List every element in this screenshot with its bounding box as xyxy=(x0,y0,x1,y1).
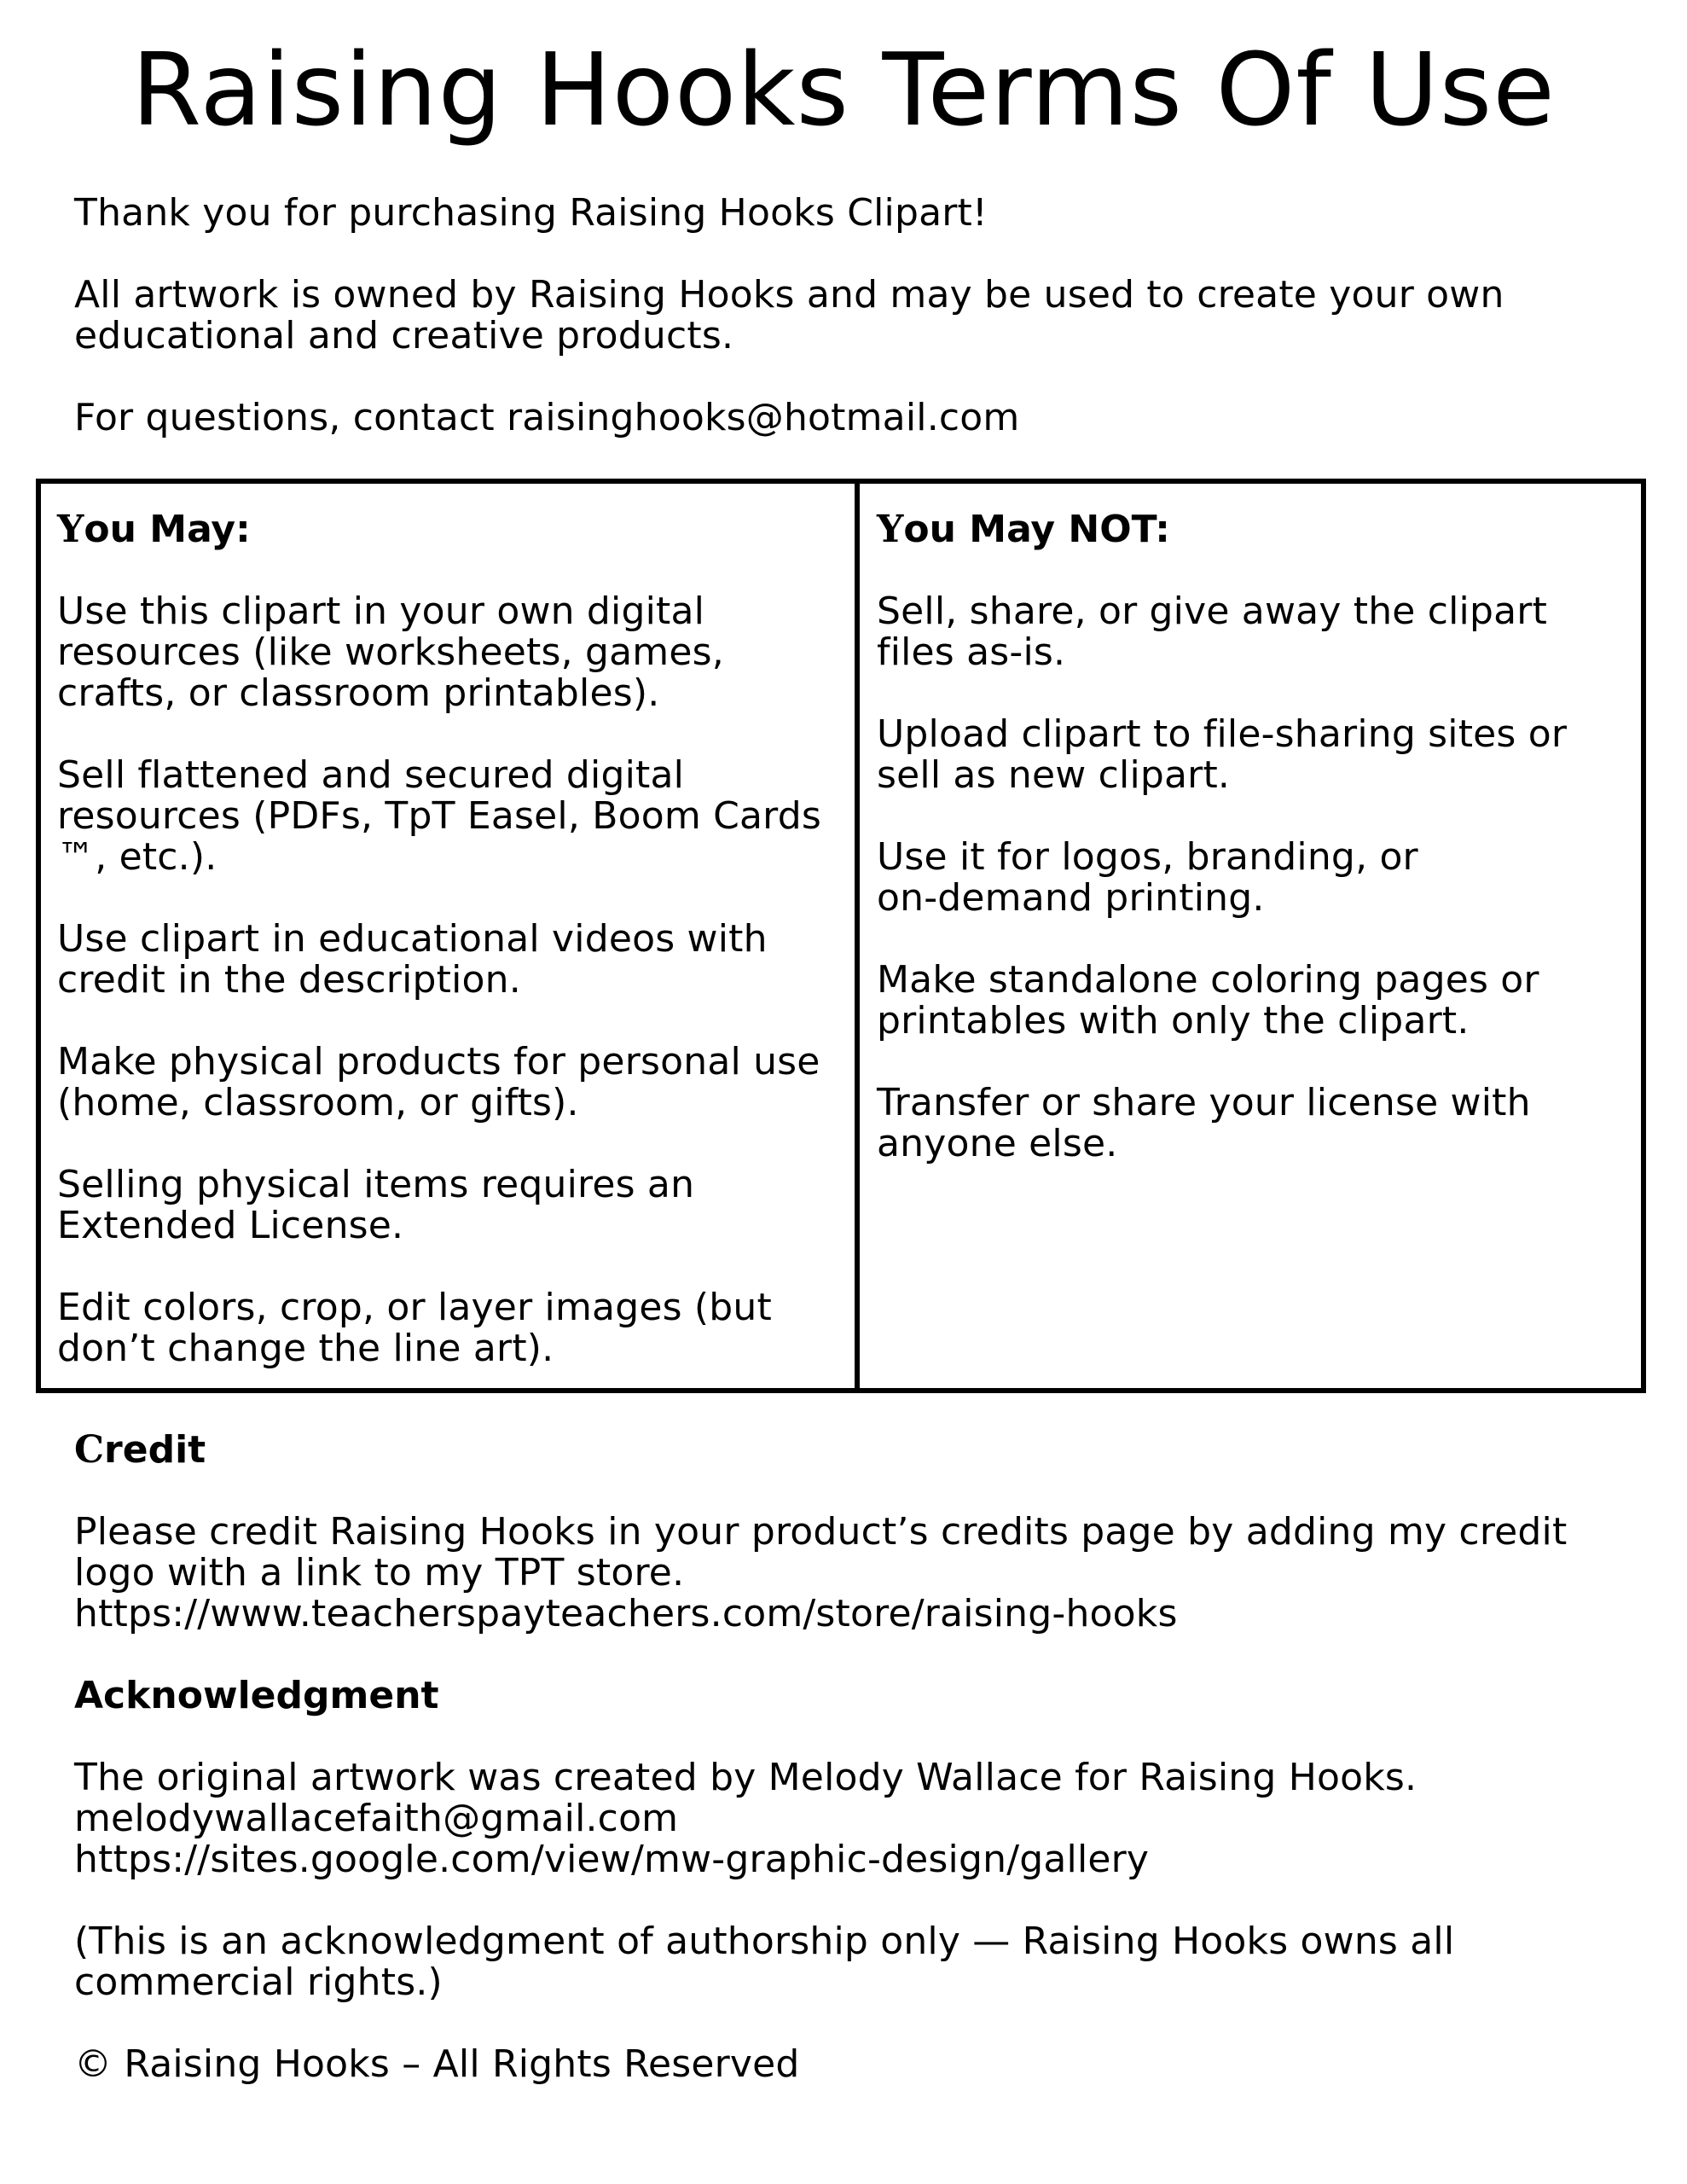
ownership-text: All artwork is owned by Raising Hooks and may be used to create your own educational and creative products. xyxy=(74,273,1504,357)
you-may-not-item: Make standalone coloring pages or printables with only the clipart. xyxy=(877,958,1539,1043)
you-may-not-item: Transfer or share your license with anyone else. xyxy=(877,1081,1531,1165)
you-may-not-item: Upload clipart to file-sharing sites or sell as new clipart. xyxy=(877,712,1568,797)
credit-text-block xyxy=(74,1512,1661,1635)
page-title: Raising Hooks Terms Of Use xyxy=(131,31,1556,148)
credit-heading-rest: redit xyxy=(104,1428,206,1472)
you-may-not-item: Use it for logos, branding, or on-demand printing. xyxy=(877,835,1418,920)
artist-gallery-link[interactable]: https://sites.google.com/view/mw-graphic-design/gallery xyxy=(74,1838,1150,1881)
you-may-heading-rest: ou May: xyxy=(84,508,251,551)
tpt-store-link[interactable]: https://www.teacherspayteachers.com/store/raising-hooks xyxy=(74,1592,1178,1635)
you-may-heading-initial: Y xyxy=(57,508,84,551)
credit-heading-initial: C xyxy=(74,1428,105,1472)
you-may-item: Use clipart in educational videos with credit in the description. xyxy=(57,917,768,1002)
credit-heading xyxy=(74,1430,1661,1471)
copyright-notice: © Raising Hooks – All Rights Reserved xyxy=(74,2042,800,2086)
artist-email-link[interactable]: melodywallacefaith@gmail.com xyxy=(74,1797,679,1840)
acknowledgment-heading: Acknowledgment xyxy=(74,1674,439,1717)
you-may-heading xyxy=(57,509,839,550)
you-may-not-item: Sell, share, or give away the clipart files as-is. xyxy=(877,590,1548,674)
acknowledgment-text: The original artwork was created by Melody Wallace for Raising Hooks. xyxy=(74,1756,1417,1799)
contact-prefix: For questions, contact xyxy=(74,396,507,439)
you-may-column xyxy=(41,484,860,1388)
you-may-not-column xyxy=(860,484,1641,1388)
credit-text: Please credit Raising Hooks in your product’s credits page by adding my credit logo with a link to my TPT store. xyxy=(74,1510,1568,1594)
authorship-note: (This is an acknowledgment of authorship only — Raising Hooks owns all commercial rights.) xyxy=(74,1920,1455,2004)
you-may-item: Sell flattened and secured digital resources (PDFs, TpT Easel, Boom Cards ™, etc.). xyxy=(57,753,821,879)
you-may-item: Use this clipart in your own digital resources (like worksheets, games, crafts, or classroom printables). xyxy=(57,590,724,715)
you-may-not-heading xyxy=(877,509,1626,550)
acknowledgment-text-block xyxy=(74,1757,1661,1880)
you-may-item: Edit colors, crop, or layer images (but don’t change the line art). xyxy=(57,1286,772,1370)
contact-email-link[interactable]: raisinghooks@hotmail.com xyxy=(506,396,1020,439)
you-may-item: Make physical products for personal use (home, classroom, or gifts). xyxy=(57,1040,820,1124)
thank-you-text: Thank you for purchasing Raising Hooks Clipart! xyxy=(74,191,988,235)
you-may-not-heading-rest: ou May NOT: xyxy=(903,508,1170,551)
contact-text xyxy=(74,398,1661,439)
lower-section xyxy=(74,1430,1661,2126)
you-may-not-heading-initial: Y xyxy=(877,508,904,551)
intro-section xyxy=(74,193,1661,479)
you-may-item: Selling physical items requires an Extended License. xyxy=(57,1163,695,1247)
terms-table xyxy=(36,479,1646,1393)
